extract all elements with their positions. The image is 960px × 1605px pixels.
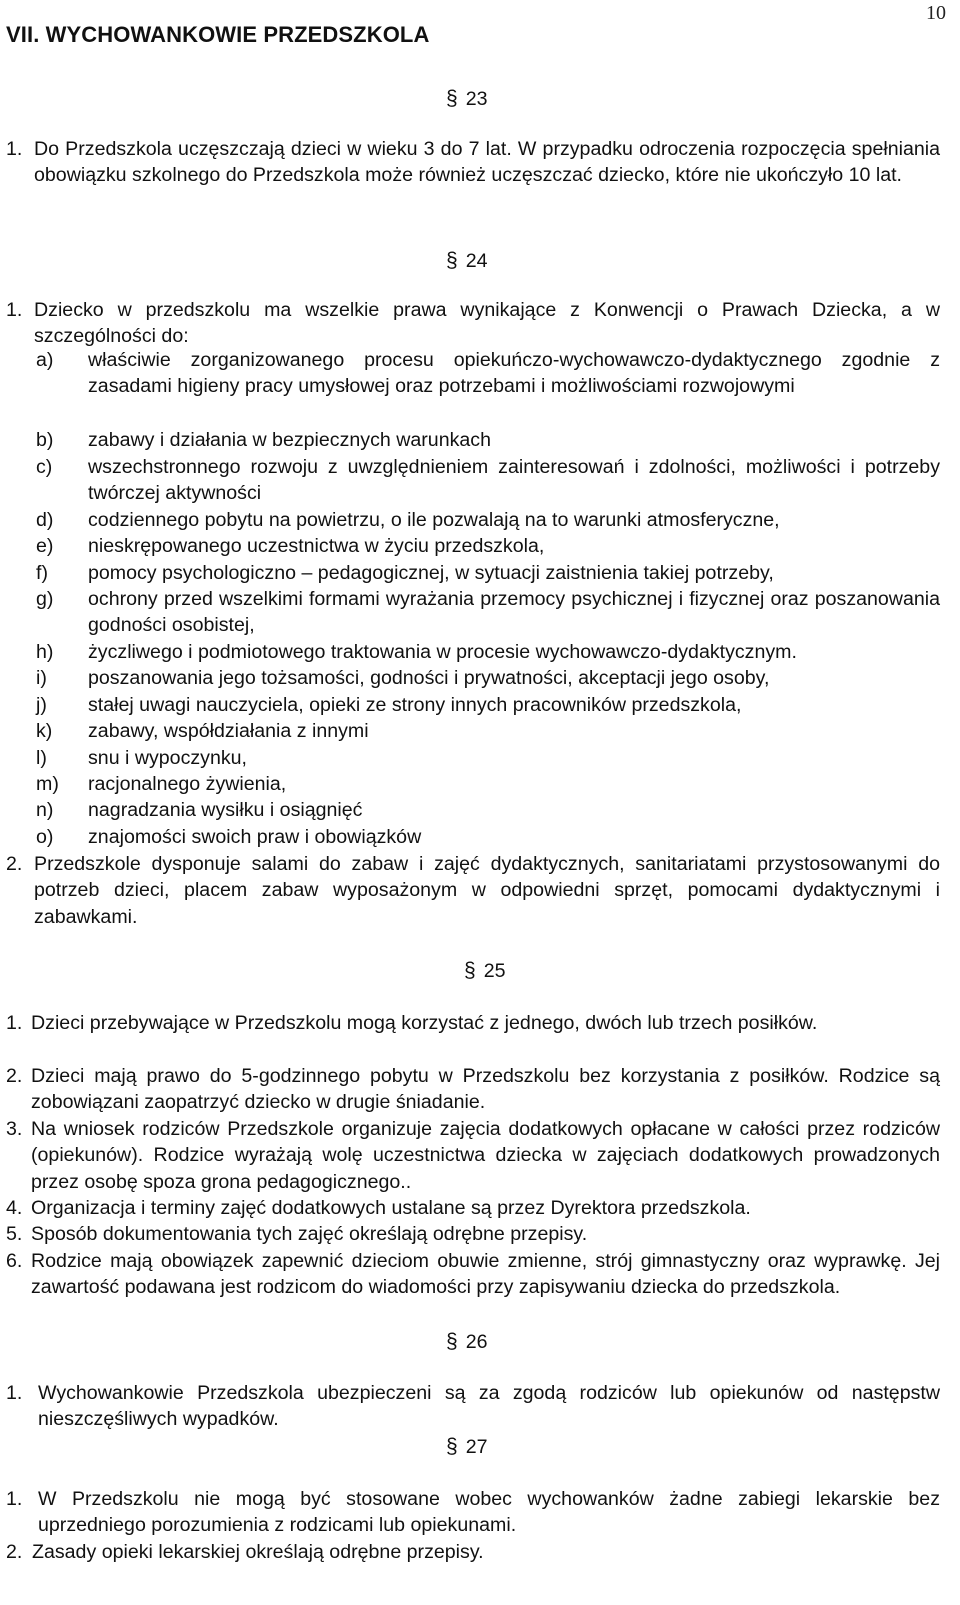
- list-item: [6, 1195, 940, 1221]
- list-item: [36, 639, 940, 665]
- item-text: nagradzania wysiłku i osiągnięć: [88, 799, 363, 821]
- section-heading-24: [446, 248, 487, 274]
- item-text: codziennego pobytu na powietrzu, o ile pozwalają na to warunki atmosferyczne,: [88, 509, 780, 531]
- item-letter: k): [36, 720, 53, 742]
- item-number: 3.: [6, 1118, 23, 1140]
- list-item: [6, 1380, 940, 1433]
- item-letter: g): [36, 588, 54, 610]
- item-letter: i): [36, 667, 47, 689]
- item-letter: f): [36, 562, 48, 584]
- item-letter: b): [36, 429, 54, 451]
- item-letter: o): [36, 826, 54, 848]
- item-letter: c): [36, 456, 53, 478]
- list-item: [36, 718, 940, 744]
- list-item: [36, 427, 940, 453]
- list-item: [36, 454, 940, 507]
- list-item: [6, 1221, 940, 1247]
- item-text: W Przedszkolu nie mogą być stosowane wobec wychowanków żadne zabiegi lekarskie bez uprzedniego porozumienia z rodzicami lub opiekunami.: [38, 1488, 940, 1537]
- section-number: 27: [465, 1436, 488, 1458]
- item-text: wszechstronnego rozwoju z uwzględnieniem zainteresowań i zdolności, możliwości i potrzeby twórczej aktywności: [88, 456, 940, 505]
- item-number: 2.: [6, 853, 23, 875]
- item-number: 1.: [6, 299, 23, 321]
- item-letter: j): [36, 694, 47, 716]
- item-text: nieskrępowanego uczestnictwa w życiu przedszkola,: [88, 535, 545, 557]
- item-text: Sposób dokumentowania tych zajęć określają odrębne przepisy.: [31, 1223, 588, 1245]
- section-symbol: §: [446, 87, 458, 110]
- list-item: [36, 692, 940, 718]
- list-item: [6, 297, 940, 350]
- item-number: 4.: [6, 1197, 23, 1219]
- item-text: zabawy i działania w bezpiecznych warunkach: [88, 429, 491, 451]
- item-text: Dzieci przebywające w Przedszkolu mogą korzystać z jednego, dwóch lub trzech posiłków.: [31, 1012, 818, 1034]
- section-heading-25: [464, 958, 505, 984]
- item-letter: n): [36, 799, 54, 821]
- item-text: Rodzice mają obowiązek zapewnić dzieciom obuwie zmienne, strój gimnastyczny oraz wyprawkę. Jej zawartość podawana jest rodzicom do wiadomości przy zapisywaniu dziecka do przedszkola.: [31, 1250, 940, 1299]
- item-number: 1.: [6, 1012, 23, 1034]
- section-number: 23: [465, 88, 488, 110]
- section-heading-26: [446, 1329, 487, 1355]
- item-number: 1.: [6, 1382, 23, 1404]
- list-item: [36, 586, 940, 639]
- item-letter: d): [36, 509, 54, 531]
- item-letter: l): [36, 747, 47, 769]
- list-item: [6, 1010, 940, 1036]
- section-symbol: §: [446, 1330, 458, 1353]
- list-item: [6, 1063, 940, 1116]
- section-number: 25: [483, 960, 506, 982]
- item-text: racjonalnego żywienia,: [88, 773, 287, 795]
- item-text: Zasady opieki lekarskiej określają odrębne przepisy.: [32, 1541, 484, 1563]
- list-item: [36, 797, 940, 823]
- list-item: [6, 136, 940, 189]
- item-letter: e): [36, 535, 54, 557]
- list-item: [6, 1486, 940, 1539]
- list-item: [36, 745, 940, 771]
- section-symbol: §: [446, 1435, 458, 1458]
- item-text: Organizacja i terminy zajęć dodatkowych ustalane są przez Dyrektora przedszkola.: [31, 1197, 751, 1219]
- section-heading-27: [446, 1434, 487, 1460]
- item-letter: a): [36, 349, 54, 371]
- item-text: snu i wypoczynku,: [88, 747, 247, 769]
- item-text: życzliwego i podmiotowego traktowania w procesie wychowawczo-dydaktycznym.: [88, 641, 797, 663]
- item-letter: m): [36, 773, 59, 795]
- list-item: [6, 1248, 940, 1301]
- item-number: 2.: [6, 1065, 23, 1087]
- list-item: [36, 533, 940, 559]
- section-heading-23: [446, 86, 487, 112]
- chapter-title: VII. WYCHOWANKOWIE PRZEDSZKOLA: [6, 22, 430, 47]
- item-number: 1.: [6, 1488, 23, 1510]
- item-text: Dziecko w przedszkolu ma wszelkie prawa wynikające z Konwencji o Prawach Dziecka, a w szczególności do:: [34, 299, 940, 348]
- item-number: 1.: [6, 138, 23, 160]
- item-letter: h): [36, 641, 54, 663]
- item-text: znajomości swoich praw i obowiązków: [88, 826, 422, 848]
- section-symbol: §: [446, 249, 458, 272]
- list-item: [6, 1539, 940, 1565]
- item-text: poszanowania jego tożsamości, godności i prywatności, akceptacji jego osoby,: [88, 667, 770, 689]
- list-item: [36, 665, 940, 691]
- list-item: [36, 560, 940, 586]
- list-item: [6, 851, 940, 930]
- list-item: [36, 507, 940, 533]
- item-text: stałej uwagi nauczyciela, opieki ze strony innych pracowników przedszkola,: [88, 694, 742, 716]
- item-text: ochrony przed wszelkimi formami wyrażania przemocy psychicznej i fizycznej oraz poszanowania godności osobistej,: [88, 588, 940, 637]
- list-item: [6, 1116, 940, 1195]
- page-number: 10: [926, 2, 946, 24]
- item-text: Dzieci mają prawo do 5-godzinnego pobytu w Przedszkolu bez korzystania z posiłków. Rodzice są zobowiązani zaopatrzyć dziecko w drugie śniadanie.: [31, 1065, 940, 1114]
- item-number: 6.: [6, 1250, 23, 1272]
- section-number: 24: [465, 250, 488, 272]
- list-item: [36, 347, 940, 400]
- item-text: Wychowankowie Przedszkola ubezpieczeni są za zgodą rodziców lub opiekunów od następstw nieszczęśliwych wypadków.: [38, 1382, 940, 1431]
- item-number: 2.: [6, 1541, 23, 1563]
- section-number: 26: [465, 1331, 488, 1353]
- list-item: [36, 771, 940, 797]
- item-text: zabawy, współdziałania z innymi: [88, 720, 369, 742]
- section-symbol: §: [464, 959, 476, 982]
- item-text: właściwie zorganizowanego procesu opiekuńczo-wychowawczo-dydaktycznego zgodnie z zasadami higieny pracy umysłowej oraz potrzebami i możliwościami rozwojowymi: [88, 349, 940, 398]
- item-text: Do Przedszkola uczęszczają dzieci w wieku 3 do 7 lat. W przypadku odroczenia rozpoczęcia spełniania obowiązku szkolnego do Przedszkola może również uczęszczać dziecko, które nie ukończyło 10 lat.: [34, 138, 940, 187]
- item-text: Przedszkole dysponuje salami do zabaw i zajęć dydaktycznych, sanitariatami przystosowanymi do potrzeb dzieci, placem zabaw wyposażonym w odpowiedni sprzęt, pomocami dydaktycznymi i zabawkami.: [34, 853, 940, 928]
- item-number: 5.: [6, 1223, 23, 1245]
- item-text: Na wniosek rodziców Przedszkole organizuje zajęcia dodatkowych opłacane w całości przez rodziców (opiekunów). Rodzice wyrażają wolę uczestnictwa dziecka w zajęciach dodatkowych prowadzonych przez osobę spoza grona pedagogicznego..: [31, 1118, 940, 1193]
- item-text: pomocy psychologiczno – pedagogicznej, w sytuacji zaistnienia takiej potrzeby,: [88, 562, 774, 584]
- list-item: [36, 824, 940, 850]
